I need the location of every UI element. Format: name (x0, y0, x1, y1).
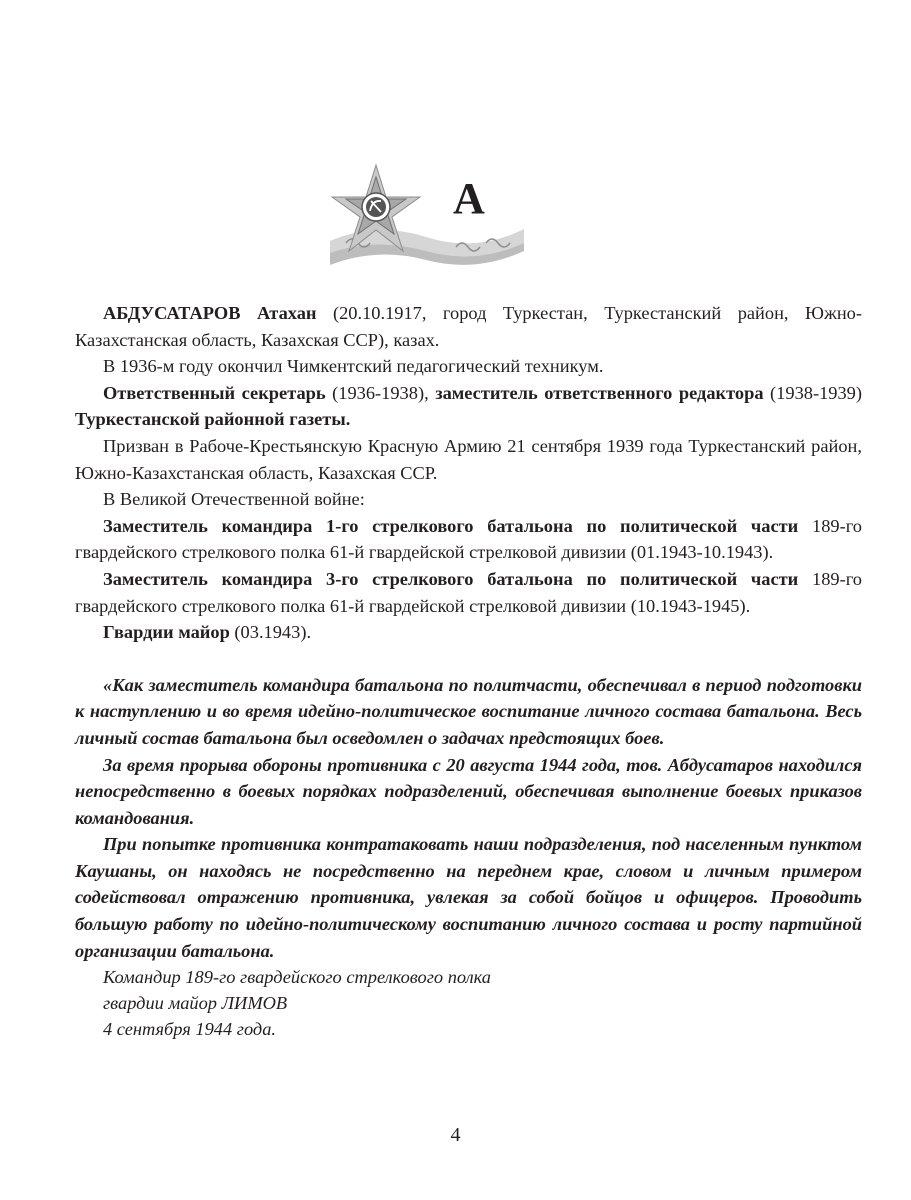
service-unit-2: 189-го гвардейского стрелкового полка 61-й гвардейской стрелковой дивизии (10.1943-1945). (75, 568, 862, 616)
citation-paragraph-2: За время прорыва обороны противника с 20 августа 1944 года, тов. Абдусатаров находился непосредственно в боевых порядках подразделений, обеспечивая выполнение боевых приказов командования. (75, 754, 862, 828)
bio-career (75, 380, 862, 433)
career-years-1: (1936-1938), (325, 382, 436, 403)
service-entry-1 (75, 513, 862, 566)
career-position-1: Ответственный секретарь (103, 382, 326, 403)
rank-entry (75, 619, 862, 646)
signature-line-2: гвардии майор ЛИМОВ (103, 993, 288, 1014)
rank-date: (03.1943). (229, 622, 312, 643)
war-heading: В Великой Отечественной войне: (103, 489, 365, 510)
citation-signature (75, 964, 862, 1042)
service-entry-2 (75, 566, 862, 619)
bio-conscription: Призван в Рабоче-Крестьянскую Красную Армию 21 сентября 1939 года Туркестанский район, Южно-Казахстанская область, Казахская ССР. (75, 435, 862, 483)
bio-intro (75, 300, 862, 353)
order-star-emblem (326, 163, 526, 273)
citation-paragraph-1: «Как заместитель командира батальона по политчасти, обеспечивал в период подготовки к наступлению и во время идейно-политическое воспитание личного состава батальона. Весь личный состав батальона был осведомлен о задачах предстоящих боев. (75, 674, 862, 748)
section-letter: А (453, 174, 485, 223)
service-unit-1: 189-го гвардейского стрелкового полка 61-й гвардейской стрелковой дивизии (01.1943-10.1943). (75, 515, 862, 563)
section-spacer (75, 646, 862, 672)
career-position-2: заместитель ответственного редактора (435, 382, 764, 403)
career-years-2: (1938-1939) (763, 382, 862, 403)
bio-details: (20.10.1917, город Туркестан, Туркестанский район, Южно-Казахстанская область, Казахская ССР), казах. (75, 303, 862, 350)
award-citation (75, 672, 862, 965)
page-number: 4 (450, 1124, 461, 1146)
rank-title: Гвардии майор (103, 622, 230, 643)
service-title-1: Заместитель командира 1-го стрелкового батальона по политической части (103, 515, 799, 536)
signature-line-1: Командир 189-го гвардейского стрелкового полка (103, 967, 491, 988)
citation-paragraph-3: При попытке противника контратаковать наши подразделения, под населенным пунктом Каушаны, он находясь не посредственно на переднем крае, словом и личным примером содействовал отражению противника, увлекая за собой бойцов и офицеров. Проводить большую работу по идейно-политическому воспитанию личного состава и росту партийной организации батальона. (75, 834, 862, 961)
page-content (75, 300, 862, 1042)
person-name: АБДУСАТАРОВ Атахан (103, 303, 317, 323)
signature-line-3: 4 сентября 1944 года. (103, 1019, 277, 1040)
bio-education: В 1936-м году окончил Чимкентский педагогический техникум. (103, 356, 604, 377)
career-org: Туркестанской районной газеты. (75, 409, 351, 430)
service-title-2: Заместитель командира 3-го стрелкового батальона по политической части (103, 568, 799, 589)
